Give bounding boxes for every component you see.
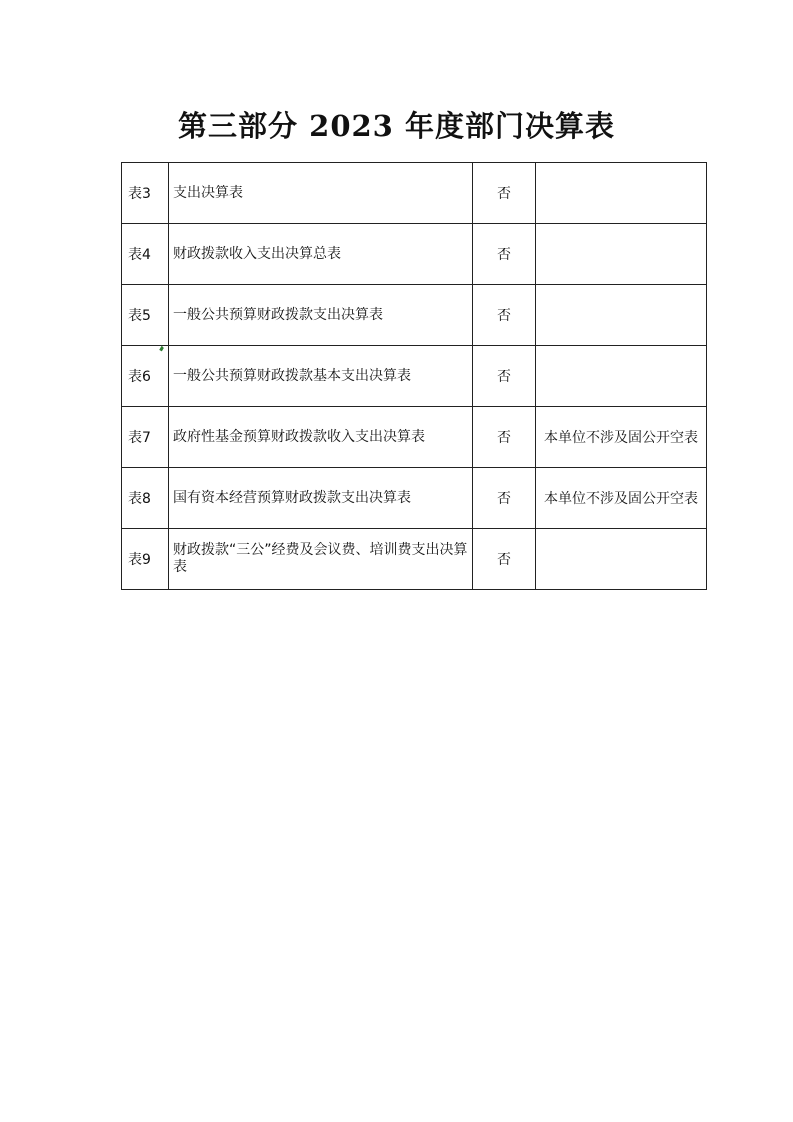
note [536,285,707,346]
table-name: 国有资本经营预算财政拨款支出决算表 [169,468,473,529]
disclosure-flag: 否 [473,163,536,224]
note [536,529,707,590]
note [536,346,707,407]
report-table [121,162,707,590]
disclosure-flag: 否 [473,224,536,285]
table-row [122,529,707,590]
table-number: 表8 [122,468,169,529]
disclosure-flag: 否 [473,346,536,407]
table-name: 财政拨款“三公”经费及会议费、培训费支出决算表 [169,529,473,590]
table-name: 支出决算表 [169,163,473,224]
page-title: 第三部分 2023 年度部门决算表 [178,109,615,143]
disclosure-flag: 否 [473,407,536,468]
table-row [122,163,707,224]
table-name: 政府性基金预算财政拨款收入支出决算表 [169,407,473,468]
table-row [122,224,707,285]
note: 本单位不涉及固公开空表 [536,468,707,529]
table-row [122,346,707,407]
disclosure-flag: 否 [473,285,536,346]
disclosure-flag: 否 [473,529,536,590]
note [536,224,707,285]
table-row [122,407,707,468]
table-number: 表7 [122,407,169,468]
table-name: 财政拨款收入支出决算总表 [169,224,473,285]
table-number: 表3 [122,163,169,224]
table-name: 一般公共预算财政拨款支出决算表 [169,285,473,346]
note [536,163,707,224]
table-number: 表6 [122,346,169,407]
table-number: 表5 [122,285,169,346]
table-number: 表4 [122,224,169,285]
table-row [122,285,707,346]
table-row [122,468,707,529]
note: 本单位不涉及固公开空表 [536,407,707,468]
disclosure-flag: 否 [473,468,536,529]
table-number: 表9 [122,529,169,590]
table-name: 一般公共预算财政拨款基本支出决算表 [169,346,473,407]
